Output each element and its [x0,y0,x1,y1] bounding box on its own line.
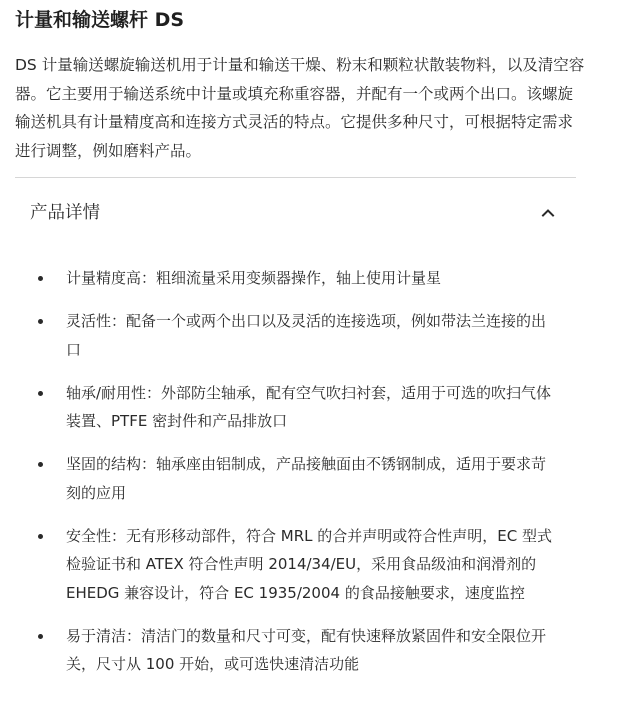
product-description: DS 计量输送螺旋输送机用于计量和输送干燥、粉末和颗粒状散装物料，以及清空容器。它主要用于输送系统中计量或填充称重容器，并配有一个或两个出口。该螺旋输送机具有计量精度高和连接方式灵活的特点。它提供多种尺寸，可根据特定需求进行调整，例如磨料产品。 [15,56,585,160]
product-title: 计量和输送螺杆 DS [15,9,185,31]
bullet-icon [38,391,43,396]
product-detail-item [0,379,556,436]
product-detail-text: 灵活性：配备一个或两个出口以及灵活的连接选项，例如带法兰连接的出口 [66,312,547,359]
product-detail-text: 坚固的结构：轴承座由铝制成，产品接触面由不锈钢制成，适用于要求苛刻的应用 [66,455,547,502]
bullet-icon [38,319,43,324]
product-detail-text: 轴承/耐用性：外部防尘轴承，配有空气吹扫衬套，适用于可选的吹扫气体装置、PTFE 密封件和产品排放口 [66,383,552,430]
product-detail-item [0,307,556,364]
product-details-accordion-toggle[interactable] [15,190,576,238]
product-detail-item [0,264,556,293]
bullet-icon [38,462,43,467]
section-divider [15,177,576,178]
bullet-icon [38,276,43,281]
product-details-list [0,264,626,693]
bullet-icon [38,534,43,539]
product-detail-item [0,450,556,507]
chevron-up-icon[interactable] [539,204,557,222]
product-detail-text: 计量精度高：粗细流量采用变频器操作，轴上使用计量星 [66,269,442,287]
product-detail-text: 易于清洁：清洁门的数量和尺寸可变，配有快速释放紧固件和安全限位开关，尺寸从 100 开始，或可选快速清洁功能 [66,626,547,673]
product-details-heading: 产品详情 [30,203,100,223]
product-detail-text: 安全性：无有形移动部件，符合 MRL 的合并声明或符合性声明，EC 型式检验证书和 ATEX 符合性声明 2014/34/EU，采用食品级油和润滑剂的 EHEDG 兼容设计，符合 EC 1935/2004 的食品接触要求，速度监控 [66,526,552,602]
product-detail-item [0,622,556,679]
bullet-icon [38,634,43,639]
product-detail-item [0,522,556,608]
